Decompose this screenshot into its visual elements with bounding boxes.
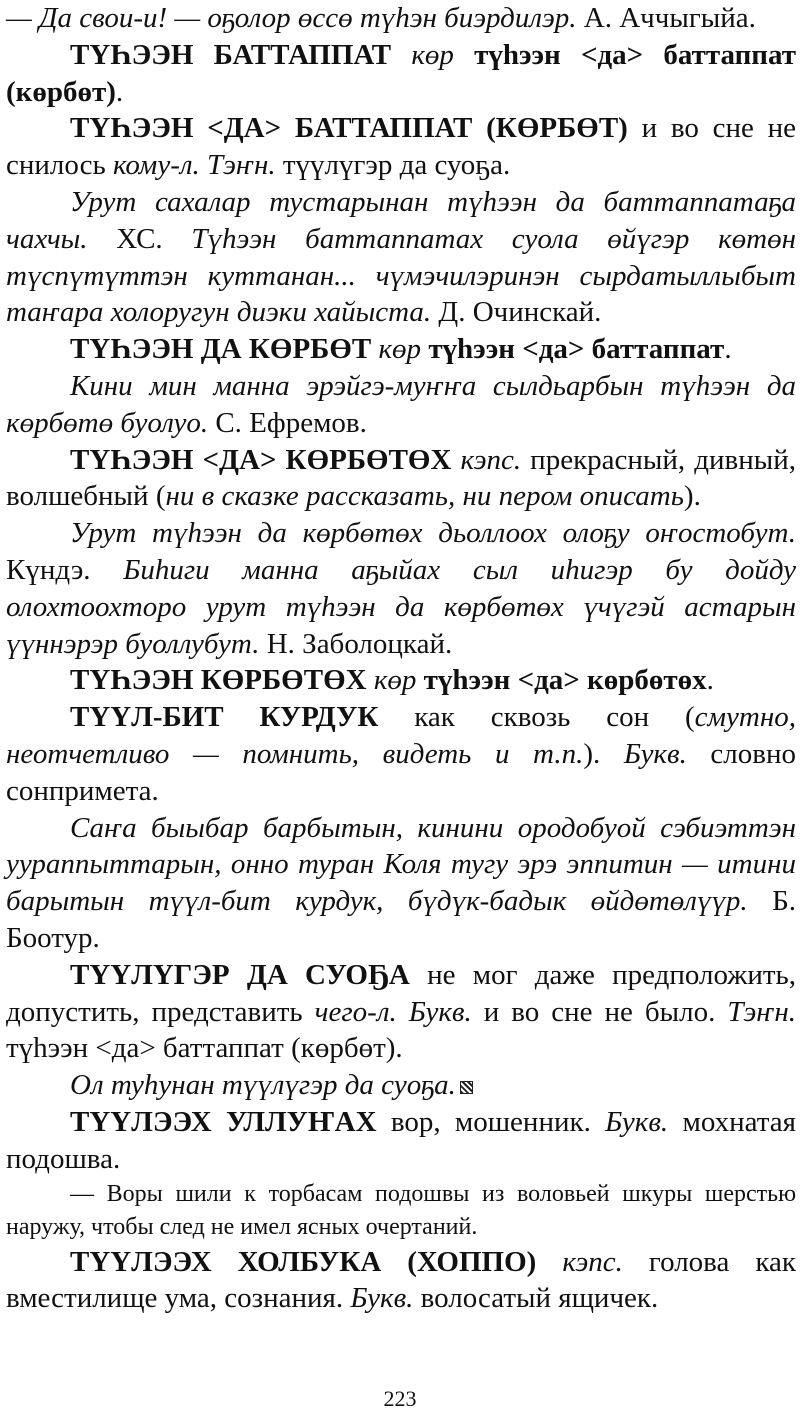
entry-text: как сквозь сон (: [378, 701, 695, 734]
page-number: 223: [383, 1386, 417, 1411]
dictionary-entry: [6, 37, 796, 111]
entry-text: — Воры шили к торбасам подошвы из воловьей шкуры шерстью наружу, чтобы след не имел ясных очертаний.: [6, 1180, 796, 1240]
entry-text: А. Аччыгыйа.: [576, 2, 756, 34]
headword: ТҮҺЭЭН <ДА> КӨРБӨТӨХ: [70, 443, 452, 476]
entry-text: .: [115, 75, 124, 108]
entry-text: не мог даже предположить, допустить, представить: [6, 958, 796, 1028]
headword: ТҮҺЭЭН КӨРБӨТӨХ: [70, 664, 367, 697]
entry-text: Урут түһээн да көрбөтөх дьоллоох олоҕу оҥостобут.: [70, 517, 796, 550]
entry-text: — Да свои-и! — оҕолор өссө түһэн биэрдилэр.: [6, 2, 577, 34]
entry-text: ).: [583, 737, 624, 770]
entry-text: .: [724, 333, 732, 366]
entry-text: Саҥа быыбар барбытын, кинини ородобуой сэбиэттэн уураппыттарын, онно туран Коля тугу эрэ эппитин — итини барытын түүл-бит курдук, бүдүк-бадык өйдөтөлүүр.: [6, 811, 796, 918]
entry-text: ни в сказке рассказать, ни пером описать: [165, 480, 684, 513]
entry-text: Букв.: [350, 1282, 414, 1315]
entry-text: и во сне не снилось: [6, 112, 797, 182]
entry-text: кэпс.: [536, 1245, 623, 1278]
dictionary-entry: [6, 0, 796, 37]
entry-text: ).: [683, 480, 701, 513]
entry-text: ХС.: [87, 222, 192, 255]
entry-text: Букв.: [623, 737, 687, 770]
headword: ТҮҺЭЭН БАТТАППАТ: [70, 38, 392, 71]
entry-text: көр: [366, 664, 424, 697]
entry-text: Биһиги манна аҕыйах сыл иһигэр бу дойду олохтоохторо урут түһээн да көрбөтөх үчүгэй астарын үүннэрэр буоллубут.: [6, 553, 796, 660]
dictionary-entry: [6, 1244, 796, 1318]
headword: ТҮҮЛЭЭХ УЛЛУҤАХ: [70, 1105, 377, 1138]
dictionary-entry: [6, 810, 796, 957]
entry-text: .: [706, 664, 714, 697]
headword: ТҮҺЭЭН ДА КӨРБӨТ: [70, 333, 372, 366]
entry-text: көр: [391, 38, 475, 71]
dictionary-entry: [6, 662, 796, 699]
entry-text: Б. Боотур.: [6, 885, 796, 954]
entry-text: голова как вместилище ума, сознания.: [6, 1245, 796, 1315]
headword: ТҮҮЛ-БИТ КУРДУК: [70, 701, 379, 734]
entry-text: Урут сахалар тустарынан түһээн да баттаппатаҕа чахчы.: [6, 185, 796, 255]
entry-text: түһээн <да> баттаппат (көрбөт).: [6, 1032, 403, 1065]
dictionary-entry: [6, 368, 796, 442]
entry-text: түүлүгэр да суоҕа.: [275, 149, 511, 182]
entry-text: прекрасный, дивный, волшебный (: [6, 443, 796, 513]
headword: ТҮҺЭЭН <ДА> БАТТАППАТ (КӨРБӨТ): [70, 112, 628, 145]
entry-text: Ол туһунан түүлүгэр да суоҕа.: [70, 1069, 456, 1102]
entry-text: смутно, неотчетливо — помнить, видеть и т.п.: [6, 701, 797, 770]
entry-text: Күндэ.: [6, 553, 124, 586]
entry-text: волосатый ящичек.: [413, 1282, 659, 1315]
entry-text: көр: [371, 333, 429, 366]
entry-text: Букв.: [605, 1105, 669, 1138]
headword: түһээн <да> баттаппат: [428, 333, 725, 366]
headword: түһээн <да> көрбөтөх: [423, 664, 707, 697]
dictionary-entry: [6, 184, 796, 331]
dictionary-entry: [6, 515, 796, 662]
entry-text: кэпс.: [451, 443, 522, 476]
entry-text: кому-л. Тэҥн.: [112, 149, 276, 182]
entry-text: Түһээн баттаппатах суола өйүгэр көтөн түспүтүттэн куттанан... чүмэчилэринэн сырдатыллыбыт таҥара холоругун диэки хайыста.: [6, 222, 796, 329]
entry-text: мохнатая подошва.: [6, 1105, 796, 1175]
headword: ТҮҮЛҮГЭР ДА СУОҔА: [70, 958, 410, 991]
entry-text: словно сонпримета.: [6, 737, 796, 807]
dictionary-entry: [6, 110, 796, 184]
dictionary-entry: [6, 442, 796, 516]
hatched-square-icon: [460, 1081, 473, 1094]
entry-text: Д. Очинскай.: [431, 296, 602, 329]
entry-text: С. Ефремов.: [208, 406, 367, 439]
dictionary-entry: [6, 1067, 796, 1104]
dictionary-entry: [6, 331, 796, 368]
dictionary-entry: [6, 699, 796, 809]
entry-text: Н. Заболоцкай.: [259, 627, 453, 660]
entry-text: Тэҥн.: [727, 995, 796, 1028]
entry-text: Кини мин манна эрэйгэ-муҥҥа сылдьарбын түһээн да көрбөтө буолуо.: [6, 369, 796, 439]
dictionary-entry: [6, 957, 796, 1067]
headword: ТҮҮЛЭЭХ ХОЛБУКА (ХОППО): [70, 1245, 537, 1278]
dictionary-entry: [6, 1104, 796, 1178]
dictionary-entry: [6, 1178, 796, 1244]
entry-list: [6, 0, 796, 1317]
entry-text: и во сне не было.: [471, 995, 728, 1028]
entry-text: чего-л. Букв.: [314, 995, 472, 1028]
headword: түһээн <да> баттаппат (көрбөт): [6, 38, 796, 108]
entry-text: вор, мошенник.: [376, 1105, 606, 1138]
